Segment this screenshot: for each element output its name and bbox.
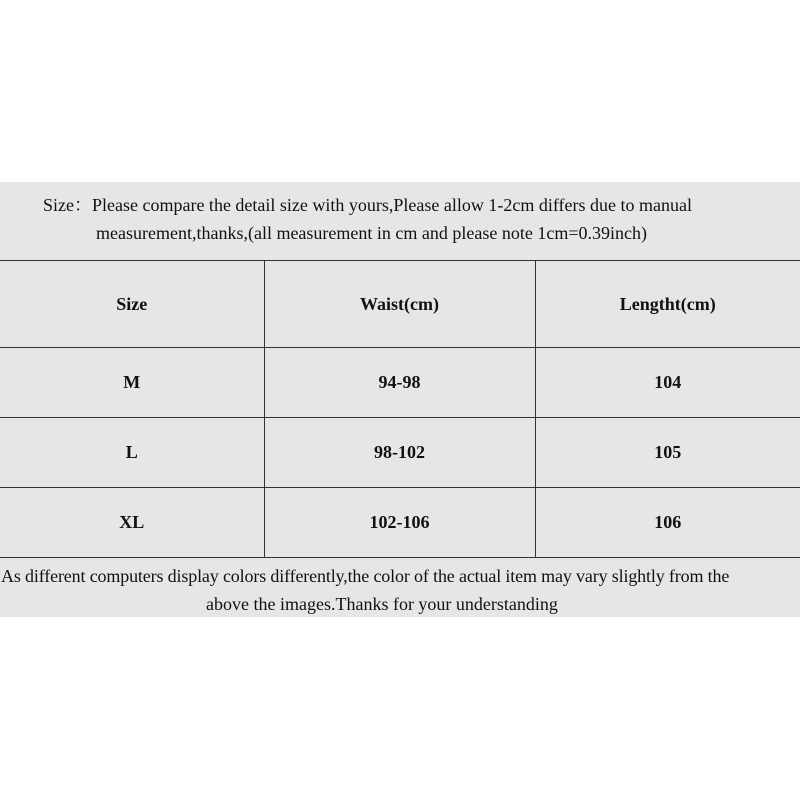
cell-length: 104 [535,348,800,418]
table-row [0,488,800,558]
size-note-line-2: measurement,thanks,(all measurement in cm and please note 1cm=0.39inch) [96,223,647,243]
table-row [0,348,800,418]
cell-length: 106 [535,488,800,558]
size-chart-panel [0,182,800,617]
size-note [0,182,800,260]
cell-size: L [0,418,264,488]
cell-waist: 102-106 [264,488,535,558]
cell-waist: 98-102 [264,418,535,488]
size-note-line-1: Size：Please compare the detail size with yours,Please allow 1-2cm differs due to manual [43,195,692,215]
cell-size: M [0,348,264,418]
cell-waist: 94-98 [264,348,535,418]
color-disclaimer [0,556,800,617]
table-row [0,418,800,488]
table-header-row [0,261,800,348]
header-size: Size [0,261,264,348]
size-table [0,260,800,558]
header-length: Lengtht(cm) [535,261,800,348]
header-waist: Waist(cm) [264,261,535,348]
cell-size: XL [0,488,264,558]
disclaimer-line-2: above the images.Thanks for your understanding [206,594,558,614]
disclaimer-line-1: As different computers display colors differently,the color of the actual item may vary slightly from the [1,566,730,586]
cell-length: 105 [535,418,800,488]
